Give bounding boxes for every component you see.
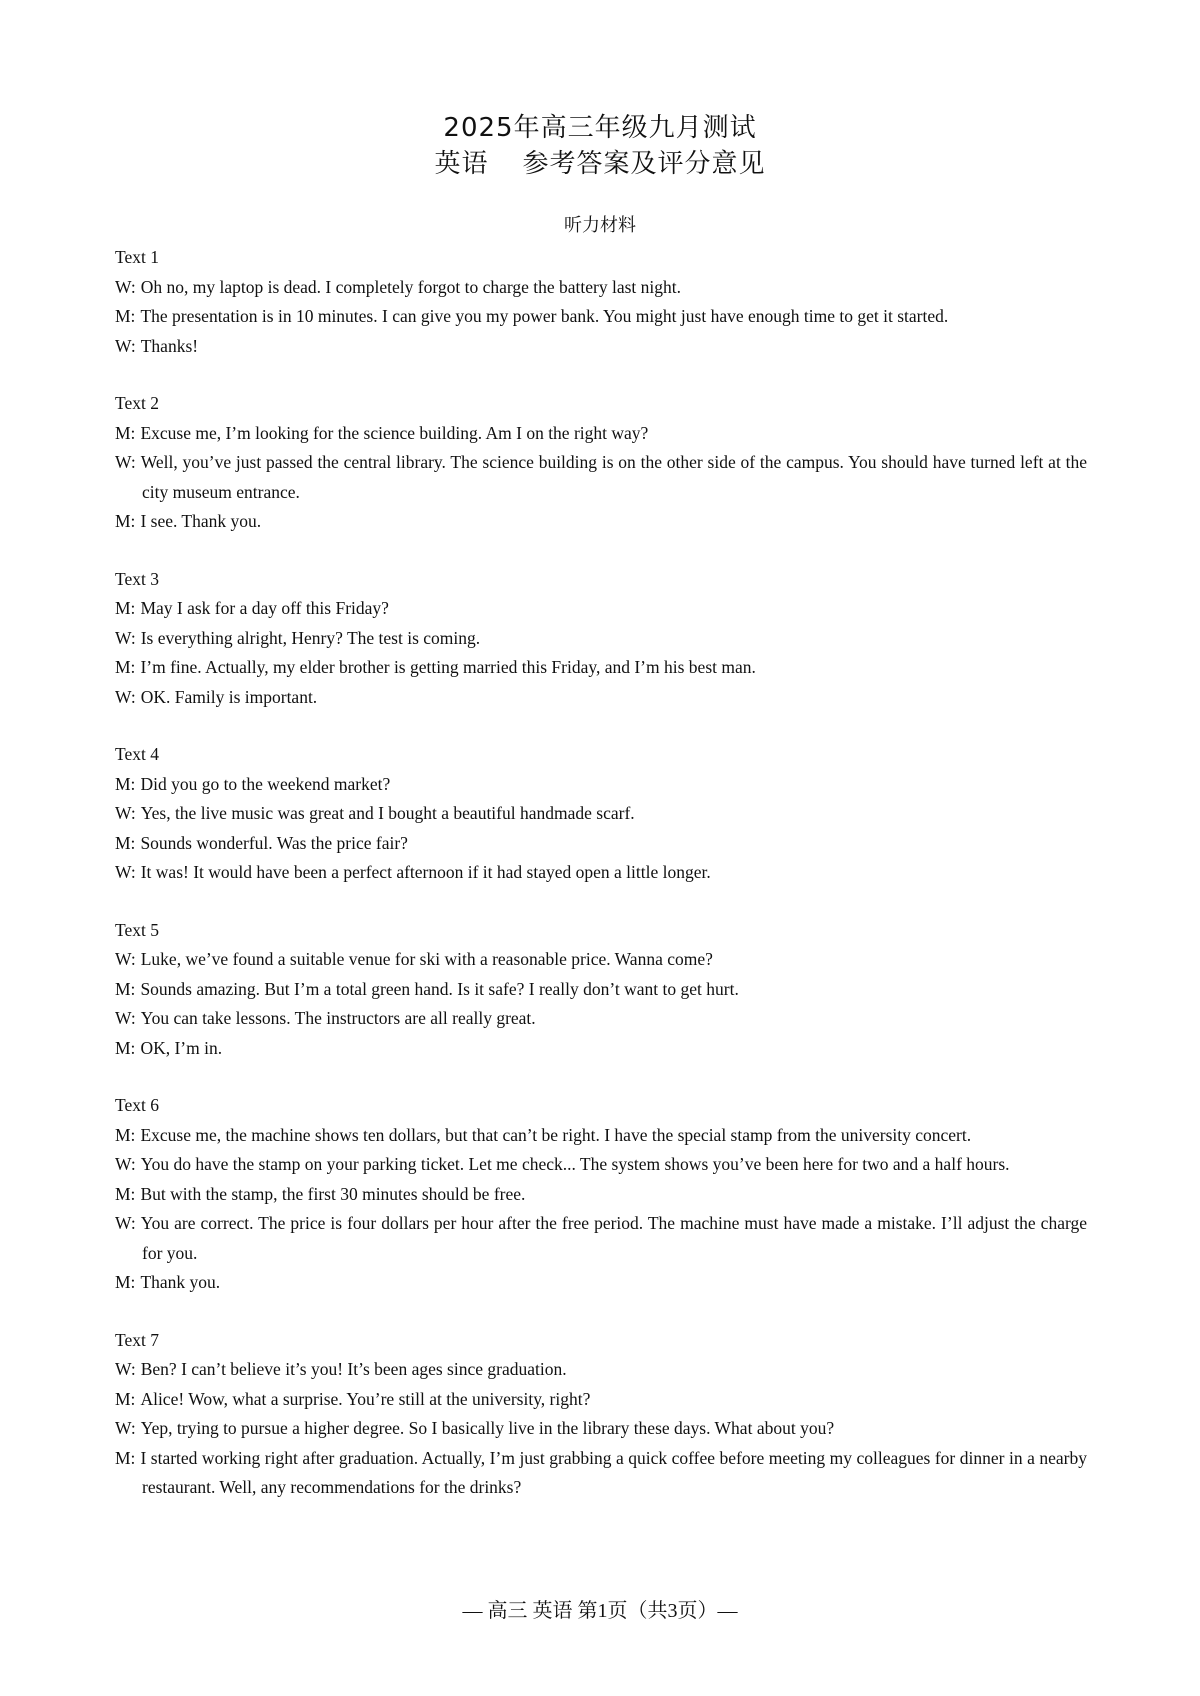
dialogue-line xyxy=(115,799,1087,829)
dialogue-line xyxy=(115,858,1087,888)
dialogue-line xyxy=(115,273,1087,303)
dialogue-text: The presentation is in 10 minutes. I can give you my power bank. You might just have enough time to get it started. xyxy=(140,306,949,326)
dialogue-text: Ben? I can’t believe it’s you! It’s been ages since graduation. xyxy=(140,1359,567,1379)
text-block xyxy=(115,1326,1087,1503)
dialogue-text: Excuse me, I’m looking for the science building. Am I on the right way? xyxy=(140,422,649,443)
text-label: Text 4 xyxy=(115,744,159,764)
text-label: Text 5 xyxy=(115,919,159,940)
dialogue-text: You do have the stamp on your parking ticket. Let me check... The system shows you’ve been here for two and a half hours. xyxy=(140,1154,1010,1174)
dialogue-text: But with the stamp, the first 30 minutes should be free. xyxy=(140,1183,526,1204)
dialogue-text: I see. Thank you. xyxy=(140,511,262,531)
dialogue-text: Is everything alright, Henry? The test is coming. xyxy=(140,627,481,648)
dialogue-line xyxy=(115,945,1087,975)
text-label: Text 1 xyxy=(115,247,159,267)
listening-transcript xyxy=(115,243,1087,1531)
dialogue-text: Excuse me, the machine shows ten dollars, but that can’t be right. I have the special stamp from the university concert. xyxy=(140,1124,972,1145)
dialogue-text: Thanks! xyxy=(140,335,199,356)
dialogue-text: Yes, the live music was great and I bought a beautiful handmade scarf. xyxy=(140,803,635,823)
speaker-label: W: xyxy=(115,1154,136,1174)
dialogue-line xyxy=(115,1180,1087,1210)
speaker-label: W: xyxy=(115,1418,136,1438)
speaker-label: M: xyxy=(115,511,136,531)
dialogue-line xyxy=(115,1209,1087,1268)
dialogue-line xyxy=(115,975,1087,1005)
dialogue-line xyxy=(115,1034,1087,1064)
speaker-label: M: xyxy=(115,773,136,794)
speaker-label: W: xyxy=(115,1359,136,1379)
dialogue-text: It was! It would have been a perfect afternoon if it had stayed open a little longer. xyxy=(140,862,711,882)
page-footer: — 高三 英语 第1页（共3页）— xyxy=(462,1600,738,1622)
dialogue-text: I’m fine. Actually, my elder brother is getting married this Friday, and I’m his best man. xyxy=(140,657,756,677)
dialogue-text: Sounds wonderful. Was the price fair? xyxy=(140,832,408,853)
section-heading: 听力材料 xyxy=(564,215,636,236)
dialogue-line xyxy=(115,770,1087,800)
text-block xyxy=(115,389,1087,537)
speaker-label: W: xyxy=(115,452,136,472)
subject-label: 英语 xyxy=(434,149,489,179)
answer-key-label: 参考答案及评分意见 xyxy=(522,149,766,179)
speaker-label: W: xyxy=(115,335,136,356)
dialogue-text: Sounds amazing. But I’m a total green hand. Is it safe? I really don’t want to get hurt. xyxy=(140,978,739,999)
speaker-label: W: xyxy=(115,1008,136,1028)
dialogue-line xyxy=(115,683,1087,713)
dialogue-text: Luke, we’ve found a suitable venue for ski with a reasonable price. Wanna come? xyxy=(140,949,713,969)
text-label: Text 3 xyxy=(115,568,159,589)
text-block xyxy=(115,565,1087,713)
dialogue-line xyxy=(115,448,1087,507)
dialogue-line xyxy=(115,302,1087,332)
speaker-label: M: xyxy=(115,1037,136,1058)
speaker-label: M: xyxy=(115,1183,136,1204)
speaker-label: M: xyxy=(115,657,136,677)
speaker-label: M: xyxy=(115,422,136,443)
text-block xyxy=(115,740,1087,888)
text-label: Text 6 xyxy=(115,1095,159,1115)
dialogue-text: You are correct. The price is four dollars per hour after the free period. The machine must have made a mistake. I’ll adjust the charge for you. xyxy=(140,1213,1087,1263)
dialogue-text: You can take lessons. The instructors are all really great. xyxy=(140,1008,536,1028)
text-block xyxy=(115,1091,1087,1298)
speaker-label: M: xyxy=(115,1388,136,1409)
dialogue-text: Well, you’ve just passed the central library. The science building is on the other side of the campus. You should have turned left at the city museum entrance. xyxy=(140,452,1087,502)
dialogue-line xyxy=(115,594,1087,624)
dialogue-line xyxy=(115,419,1087,449)
text-label: Text 7 xyxy=(115,1329,159,1350)
speaker-label: M: xyxy=(115,306,136,326)
dialogue-line xyxy=(115,1444,1087,1503)
dialogue-line xyxy=(115,1121,1087,1151)
speaker-label: M: xyxy=(115,598,136,618)
dialogue-text: Oh no, my laptop is dead. I completely forgot to charge the battery last night. xyxy=(140,276,682,297)
speaker-label: M: xyxy=(115,1124,136,1145)
dialogue-text: Yep, trying to pursue a higher degree. So I basically live in the library these days. What about you? xyxy=(140,1418,835,1438)
dialogue-line xyxy=(115,1004,1087,1034)
dialogue-line xyxy=(115,1268,1087,1298)
dialogue-text: I started working right after graduation. Actually, I’m just grabbing a quick coffee before meeting my colleagues for dinner in a nearby restaurant. Well, any recommendations for the drinks? xyxy=(140,1447,1087,1497)
dialogue-line xyxy=(115,1414,1087,1444)
speaker-label: W: xyxy=(115,949,136,969)
dialogue-text: Alice! Wow, what a surprise. You’re still at the university, right? xyxy=(140,1388,591,1409)
dialogue-text: Thank you. xyxy=(140,1272,221,1292)
speaker-label: W: xyxy=(115,803,136,823)
dialogue-line xyxy=(115,1150,1087,1180)
text-block xyxy=(115,916,1087,1064)
exam-title: 2025年高三年级九月测试 xyxy=(443,113,757,143)
dialogue-text: May I ask for a day off this Friday? xyxy=(140,598,389,618)
dialogue-line xyxy=(115,1385,1087,1415)
speaker-label: M: xyxy=(115,1272,136,1292)
dialogue-text: Did you go to the weekend market? xyxy=(140,773,391,794)
speaker-label: M: xyxy=(115,832,136,853)
dialogue-line xyxy=(115,829,1087,859)
dialogue-text: OK. Family is important. xyxy=(140,686,318,707)
speaker-label: W: xyxy=(115,627,136,648)
speaker-label: W: xyxy=(115,276,136,297)
dialogue-line xyxy=(115,653,1087,683)
speaker-label: W: xyxy=(115,1213,136,1233)
answer-key-title xyxy=(0,146,1200,182)
title-block xyxy=(0,110,1200,182)
dialogue-line xyxy=(115,624,1087,654)
speaker-label: M: xyxy=(115,1447,136,1468)
dialogue-text: OK, I’m in. xyxy=(140,1037,223,1058)
speaker-label: M: xyxy=(115,978,136,999)
text-block xyxy=(115,243,1087,361)
speaker-label: W: xyxy=(115,686,136,707)
dialogue-line xyxy=(115,332,1087,362)
speaker-label: W: xyxy=(115,862,136,882)
text-label: Text 2 xyxy=(115,393,159,413)
dialogue-line xyxy=(115,507,1087,537)
dialogue-line xyxy=(115,1355,1087,1385)
